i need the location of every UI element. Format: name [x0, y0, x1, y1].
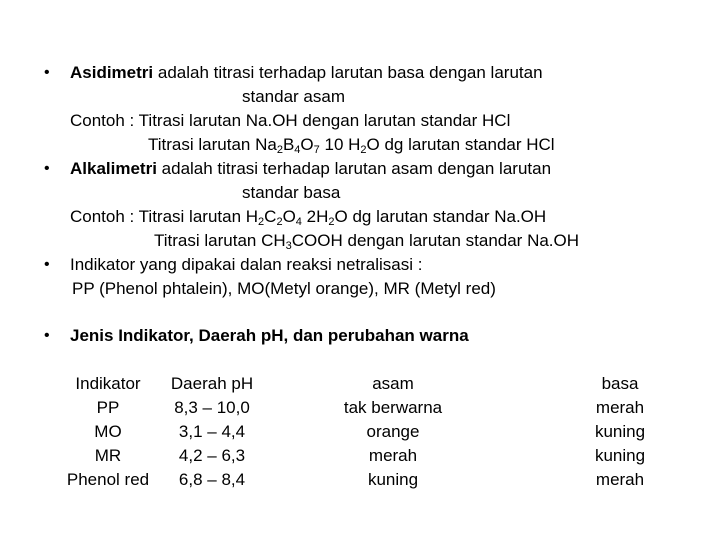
alkalimetri-term: Alkalimetri: [70, 159, 157, 178]
jenis-indikator-heading: Jenis Indikator, Daerah pH, dan perubahan warna: [70, 326, 469, 345]
column-basa: [580, 372, 660, 492]
column-indikator: [58, 372, 158, 492]
header-asam: asam: [372, 374, 414, 393]
bullet-dot: •: [44, 327, 50, 344]
table-cell: PP: [96, 398, 120, 417]
indikator-intro: Indikator yang dipakai dalan reaksi netralisasi :: [70, 255, 423, 274]
table-cell: 3,1 – 4,4: [178, 422, 246, 441]
table-cell: MR: [94, 446, 122, 465]
table-cell: MO: [94, 422, 122, 441]
table-cell: kuning: [594, 446, 646, 465]
alkalimetri-definition-cont: standar basa: [242, 183, 341, 202]
alkalimetri-example-2: Titrasi larutan $CH_3COOH$ dengan larutan standar Na.OH: [154, 231, 580, 252]
table-cell: Phenol red: [66, 470, 150, 489]
table-cell: kuning: [594, 422, 646, 441]
table-cell: tak berwarna: [343, 398, 443, 417]
bullet-dot: •: [44, 256, 50, 273]
asidimetri-definition: Asidimetri adalah titrasi terhadap larutan basa dengan larutan: [70, 63, 543, 82]
table-cell: 4,2 – 6,3: [178, 446, 246, 465]
asidimetri-term: Asidimetri: [70, 63, 154, 82]
asidimetri-definition-cont: standar asam: [242, 87, 345, 106]
bullet-dot: •: [44, 160, 50, 177]
table-cell: merah: [595, 398, 645, 417]
asidimetri-example-1: Contoh : Titrasi larutan Na.OH dengan larutan standar HCl: [70, 111, 511, 130]
asidimetri-example-2: Titrasi larutan $Na_2B_4O_7$ 10 $H_2O$ dg larutan standar HCl: [148, 135, 555, 156]
header-indikator: Indikator: [75, 374, 141, 393]
table-cell: merah: [368, 446, 418, 465]
header-daerah-ph: Daerah pH: [170, 374, 254, 393]
column-asam: [330, 372, 456, 492]
table-cell: kuning: [367, 470, 419, 489]
table-cell: orange: [366, 422, 420, 441]
table-cell: 6,8 – 8,4: [178, 470, 246, 489]
bullet-dot: •: [44, 64, 50, 81]
table-cell: 8,3 – 10,0: [174, 398, 250, 417]
column-daerah-ph: [162, 372, 262, 492]
table-cell: merah: [595, 470, 645, 489]
header-basa: basa: [601, 374, 639, 393]
alkalimetri-definition: Alkalimetri adalah titrasi terhadap larutan asam dengan larutan: [70, 159, 552, 178]
indikator-list: PP (Phenol phtalein), MO(Metyl orange), MR (Metyl red): [72, 279, 496, 298]
alkalimetri-example-1: Contoh : Titrasi larutan $H_2C_2O_4$ $2H_2O$ dg larutan standar Na.OH: [70, 207, 547, 228]
